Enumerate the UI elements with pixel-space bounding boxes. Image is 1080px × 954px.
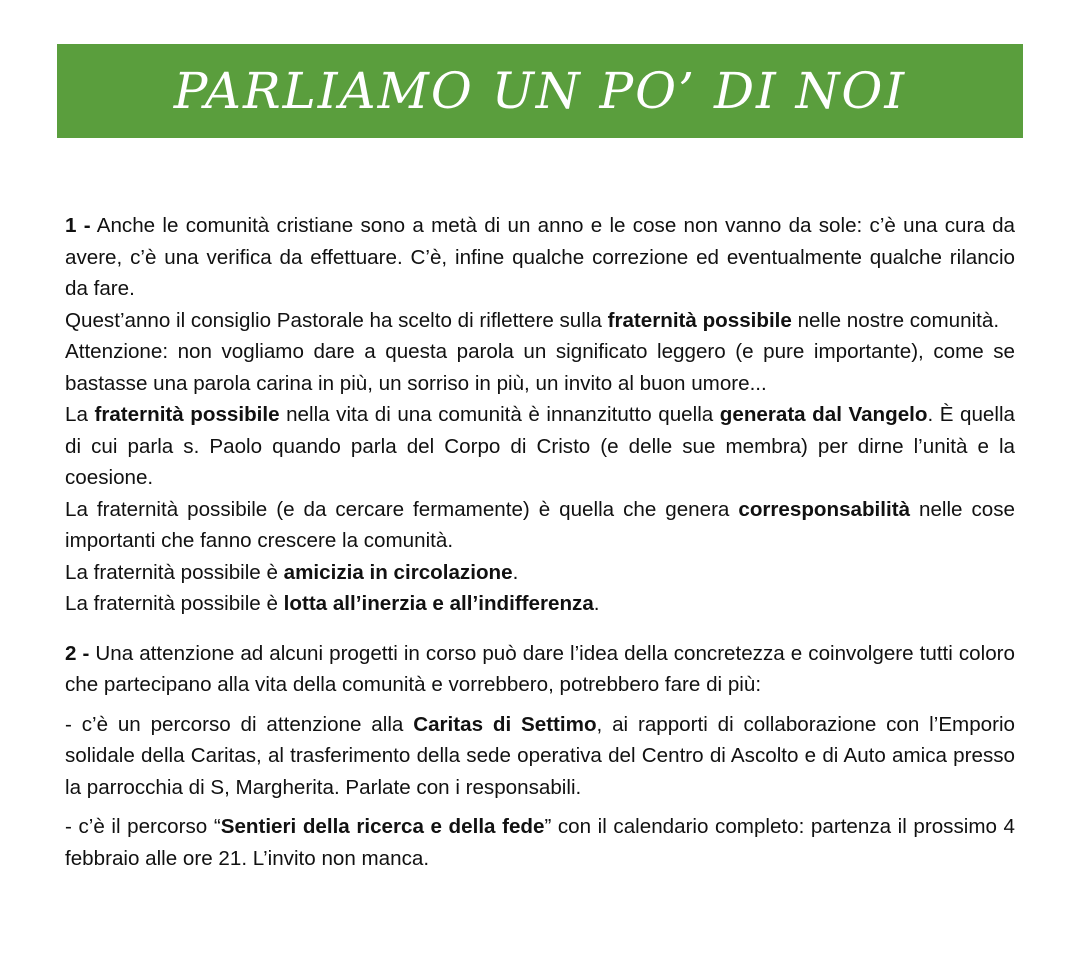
- section-2-item: - c’è un percorso di attenzione alla Caritas di Settimo, ai rapporti di collaborazione con l’Emporio solidale della Caritas, al trasferimento della sede operativa del Centro di Ascolto e di Auto amica presso la parrocchia di S, Margherita. Parlate con i responsabili.: [65, 712, 1016, 799]
- section-1-number: 1 -: [65, 214, 91, 237]
- article-body: [65, 210, 1015, 874]
- section-1-paragraph: La fraternità possibile è lotta all’inerzia e all’indifferenza.: [65, 592, 600, 615]
- section-2-item: - c’è il percorso “Sentieri della ricerca e della fede” con il calendario completo: partenza il prossimo 4 febbraio alle ore 21. L’invito non manca.: [65, 815, 1015, 870]
- section-1-paragraph: La fraternità possibile è amicizia in circolazione.: [65, 560, 519, 584]
- section-1-paragraph: La fraternità possibile (e da cercare fermamente) è quella che genera corresponsabilità nelle cose importanti che fanno crescere la comunità.: [65, 497, 1015, 552]
- page-title: PARLIAMO UN PO’ DI NOI: [173, 62, 907, 120]
- title-banner: [57, 44, 1023, 138]
- section-1-paragraph: La fraternità possibile nella vita di una comunità è innanzitutto quella generata dal Vangelo. È quella di cui parla s. Paolo quando parla del Corpo di Cristo (e delle sue membra) per dirne l’unità e la coesione.: [65, 403, 1015, 489]
- section-2-intro: 2 - Una attenzione ad alcuni progetti in corso può dare l’idea della concretezza e coinvolgere tutti coloro che partecipano alla vita della comunità e vorrebbero, potrebbero fare di più:: [65, 641, 1015, 696]
- section-1-paragraph: Attenzione: non vogliamo dare a questa parola un significato leggero (e pure importante), come se bastasse una parola carina in più, un sorriso in più, un invito al buon umore...: [65, 340, 1015, 395]
- section-2-number: 2 -: [65, 641, 90, 665]
- section-1-paragraph: Quest’anno il consiglio Pastorale ha scelto di riflettere sulla fraternità possibile nelle nostre comunità.: [65, 308, 1000, 332]
- section-1-intro: 1 - Anche le comunità cristiane sono a metà di un anno e le cose non vanno da sole: c’è una cura da avere, c’è una verifica da effettuare. C’è, infine qualche correzione ed eventualmente qualche rilancio da fare.: [65, 214, 1015, 300]
